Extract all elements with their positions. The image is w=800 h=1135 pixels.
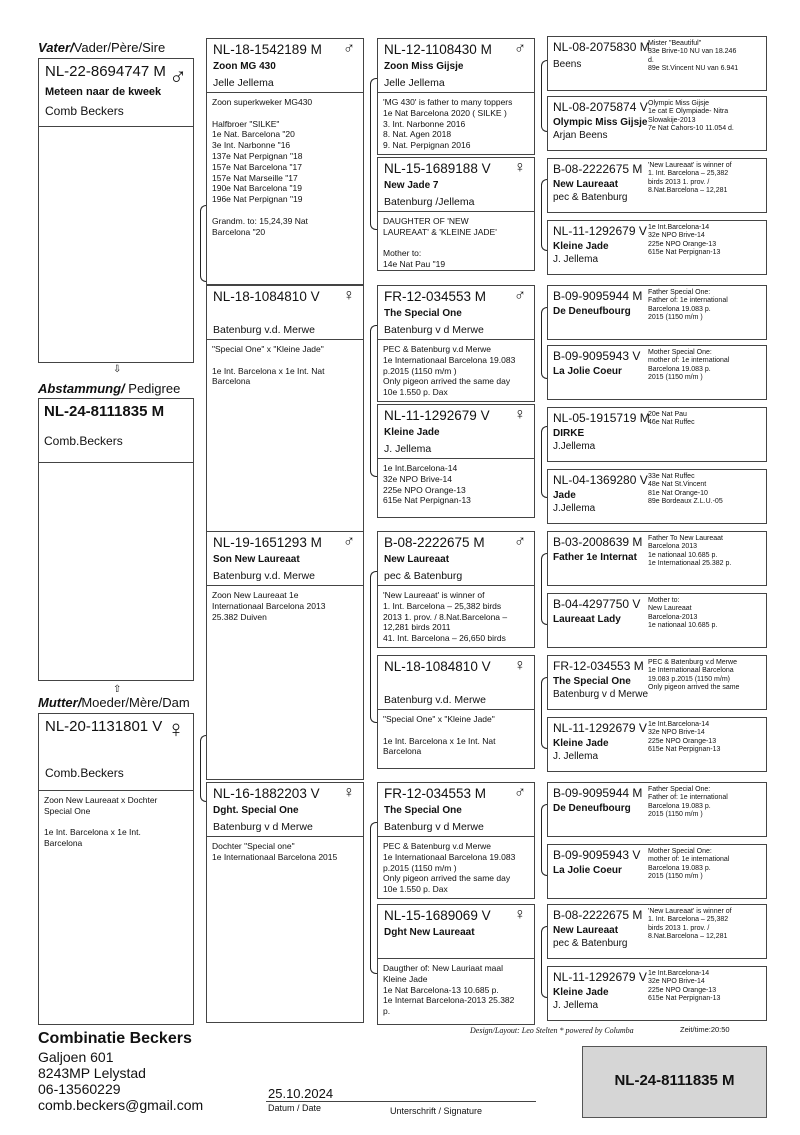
- pigeon-name: Kleine Jade: [384, 427, 440, 438]
- pigeon-name: Jade: [553, 490, 576, 501]
- date-value: 25.10.2024: [268, 1086, 334, 1101]
- pedigree-label: Abstammung/ Pedigree: [38, 381, 181, 396]
- gen4-info: [548, 37, 650, 70]
- pigeon-description: 1e Int.Barcelona-14 32e NPO Brive-14 225e NPO Orange-13 615e Nat Perpignan-13: [648, 224, 721, 257]
- signature-line: [266, 1101, 536, 1102]
- subject-box[interactable]: [38, 398, 194, 681]
- gen4-pigeon-box[interactable]: [547, 285, 767, 340]
- female-icon: ♀: [514, 406, 526, 423]
- pigeon-ring: NL-16-1882203 V: [213, 786, 320, 801]
- pigeon-description: Zoon superkweker MG430 Halfbroer "SILKE" 1e Nat. Barcelona "20 3e Int. Narbonne "16 137e Nat Perpignan "18 157e Nat Barcelona "17 157e Nat Marseille "17 190e Nat Barcelona "19 196e Nat Perpignan "19 Grandm. to: 15,24,39 Nat Barcelona "20: [212, 97, 313, 237]
- breeder-email[interactable]: comb.beckers@gmail.com: [38, 1097, 204, 1113]
- pigeon-description: PEC & Batenburg v.d Merwe 1e Internationaal Barcelona 19.083 p.2015 (1150 m/m ) Only pigeon arrived the same day 10e 1.550 p. Dax: [383, 841, 516, 895]
- pigeon-ring: NL-19-1651293 M: [213, 535, 322, 550]
- pigeon-owner: J.Jellema: [553, 503, 596, 514]
- female-icon: ♀: [514, 906, 526, 923]
- pigeon-owner: Batenburg v d Merwe: [384, 821, 484, 833]
- dam-ring: NL-20-1131801 V: [45, 718, 163, 735]
- gen4-pigeon-box[interactable]: [547, 469, 767, 524]
- pigeon-name: The Special One: [553, 676, 631, 687]
- pigeon-name: New Laureaat: [553, 179, 619, 190]
- gen4-info: [548, 286, 646, 319]
- print-time: Zeit/time:20:50: [680, 1025, 730, 1034]
- gen3-pigeon-box[interactable]: [377, 285, 535, 402]
- gen4-info: [548, 718, 646, 762]
- subject-owner: Comb.Beckers: [44, 434, 123, 448]
- pigeon-ring: B-09-9095944 M: [553, 786, 643, 800]
- male-icon: ♂: [514, 40, 526, 57]
- pigeon-name: Dght New Laureaat: [384, 927, 475, 938]
- pigeon-description: "Special One" x "Kleine Jade" 1e Int. Barcelona x 1e Int. Nat Barcelona: [383, 714, 496, 757]
- pigeon-description: Mother to: New Laureaat Barcelona-2013 1e nationaal 10.685 p.: [648, 597, 718, 630]
- pigeon-owner: pec & Batenburg: [553, 192, 628, 203]
- gen4-pigeon-box[interactable]: [547, 36, 767, 91]
- dam-description: Zoon New Laureaat x Dochter Special One 1e Int. Barcelona x 1e Int. Barcelona: [44, 795, 158, 849]
- gen4-pigeon-box[interactable]: [547, 407, 767, 462]
- female-icon: ♀: [343, 784, 355, 801]
- pigeon-owner: Batenburg v d Merwe: [553, 689, 649, 700]
- gen3-pigeon-box[interactable]: [377, 782, 535, 899]
- pigeon-name: Kleine Jade: [553, 241, 609, 252]
- gen4-pigeon-box[interactable]: [547, 593, 767, 648]
- female-icon: ♀: [343, 287, 355, 304]
- pigeon-owner: [548, 625, 646, 627]
- pigeon-owner: [548, 563, 646, 565]
- pigeon-description: 33e Nat Ruffec 48e Nat St.Vincent 81e Nat Orange-10 89e Bordeaux Z.L.U.-05: [648, 473, 723, 506]
- pigeon-owner: Batenburg v.d. Merwe: [213, 324, 315, 336]
- pigeon-description: Dochter "Special one" 1e Internationaal Barcelona 2015: [212, 841, 338, 862]
- connector-bracket: [370, 822, 377, 974]
- gen4-info: [548, 845, 646, 878]
- pigeon-name: La Jolie Coeur: [553, 366, 622, 377]
- gen4-pigeon-box[interactable]: [547, 717, 767, 772]
- sire-label: Vater/Vader/Père/Sire: [38, 40, 166, 55]
- pigeon-owner: J. Jellema: [553, 1000, 599, 1011]
- pigeon-description: PEC & Batenburg v.d Merwe 1e Internationaal Barcelona 19.083 p.2015 (1150 m/m ) Only pigeon arrived the same day 10e 1.550 p. Dax: [383, 344, 516, 398]
- pigeon-owner: Batenburg v.d. Merwe: [213, 570, 315, 582]
- pigeon-owner: [378, 942, 534, 958]
- gen4-info: [548, 656, 649, 700]
- sire-owner: Comb Beckers: [45, 104, 124, 118]
- pigeon-ring: B-08-2222675 M: [384, 535, 485, 550]
- pigeon-name: Zoon MG 430: [213, 61, 276, 72]
- gen3-pigeon-box[interactable]: [377, 904, 535, 1025]
- pigeon-ring: FR-12-034553 M: [384, 786, 487, 801]
- gen4-pigeon-box[interactable]: [547, 158, 767, 213]
- arrow-up-icon: ⇧: [113, 684, 122, 695]
- gen4-pigeon-box[interactable]: [547, 345, 767, 400]
- gen2-pigeon-box[interactable]: [206, 782, 364, 1023]
- gen4-info: [548, 967, 646, 1011]
- pigeon-owner: Beens: [553, 59, 582, 70]
- pigeon-owner: J. Jellema: [553, 751, 599, 762]
- gen3-pigeon-box[interactable]: [377, 38, 535, 155]
- pigeon-description: 20e Nat Pau 46e Nat Ruffec: [648, 411, 695, 427]
- pigeon-ring: NL-11-1292679 V: [553, 970, 647, 984]
- pigeon-name: Olympic Miss Gijsje: [553, 117, 648, 128]
- pigeon-name: De Deneufbourg: [553, 306, 631, 317]
- gen4-pigeon-box[interactable]: [547, 96, 767, 151]
- pigeon-owner: [548, 814, 646, 816]
- pigeon-name: New Jade 7: [384, 180, 439, 191]
- male-icon: ♂: [514, 784, 526, 801]
- male-icon: ♂: [514, 533, 526, 550]
- signature-label: Unterschrift / Signature: [390, 1106, 483, 1116]
- gen4-pigeon-box[interactable]: [547, 782, 767, 837]
- pigeon-ring: B-09-9095943 V: [553, 349, 641, 363]
- pigeon-name: DIRKE: [553, 428, 585, 439]
- pigeon-owner: [548, 876, 646, 878]
- pigeon-owner: Jelle Jellema: [213, 77, 274, 89]
- connector-bracket: [370, 571, 377, 723]
- connector-bracket: [370, 325, 377, 477]
- pigeon-name: The Special One: [384, 805, 462, 816]
- pigeon-name: De Deneufbourg: [553, 803, 631, 814]
- pigeon-name: Father 1e Internat: [553, 552, 637, 563]
- gen2-pigeon-box[interactable]: [206, 285, 364, 532]
- ring-stamp-box: [582, 1046, 767, 1118]
- pigeon-description: 'MG 430' is father to many toppers 1e Nat Barcelona 2020 ( SILKE ) 3. Int. Narbonne 2016 8. Nat. Agen 2018 9. Nat. Perpignan 2016: [383, 97, 513, 151]
- pigeon-owner: J.Jellema: [553, 441, 596, 452]
- pigeon-name: The Special One: [384, 308, 462, 319]
- pigeon-ring: B-08-2222675 M: [553, 908, 643, 922]
- pigeon-description: 'New Laureaat' is winner of 1. Int. Barcelona – 25,382 birds 2013 1. prov. / 8.Nat.Barcelona – 12,281 birds 2011 41. Int. Barcelona – 26,650 birds: [383, 590, 508, 644]
- pigeon-name: Zoon Miss Gijsje: [384, 61, 464, 72]
- subject-ring: NL-24-8111835 M: [44, 403, 165, 420]
- gen4-info: [548, 159, 646, 203]
- pigeon-ring: FR-12-034553 M: [553, 659, 644, 673]
- stamp-ring: NL-24-8111835 M: [614, 1072, 735, 1089]
- gen4-pigeon-box[interactable]: [547, 844, 767, 899]
- sire-name: Meteen naar de kweek: [45, 86, 162, 98]
- dam-label: Mutter/Moeder/Mère/Dam: [38, 695, 190, 710]
- pigeon-owner: Batenburg /Jellema: [384, 196, 475, 208]
- gen4-info: [548, 905, 646, 949]
- sire-ring: NL-22-8694747 M: [45, 63, 166, 80]
- male-icon: ♂: [514, 287, 526, 304]
- pigeon-ring: NL-15-1689188 V: [384, 161, 491, 176]
- pigeon-description: 1e Int.Barcelona-14 32e NPO Brive-14 225e NPO Orange-13 615e Nat Perpignan-13: [648, 721, 721, 754]
- pigeon-ring: NL-08-2075874 V: [553, 100, 648, 114]
- pigeon-name: Son New Laureaat: [213, 554, 300, 565]
- pigeon-name: Laureaat Lady: [553, 614, 621, 625]
- male-icon: ♂: [169, 63, 187, 90]
- gen4-info: [548, 594, 646, 627]
- pigeon-ring: B-04-4297750 V: [553, 597, 641, 611]
- dam-owner: Comb.Beckers: [45, 766, 124, 780]
- pigeon-description: Daugther of: New Lauriaat maal Kleine Jade 1e Nat Barcelona-13 10.685 p. 1e Internat Barcelona-2013 25.382 p.: [383, 963, 515, 1017]
- pigeon-ring: B-08-2222675 M: [553, 162, 643, 176]
- pigeon-ring: NL-15-1689069 V: [384, 908, 491, 923]
- breeder-name: Combinatie Beckers: [38, 1030, 192, 1047]
- pigeon-description: 'New Laureaat' is winner of 1. Int. Barcelona – 25,382 birds 2013 1. prov. / 8.Nat.Barcelona – 12,281: [648, 162, 732, 195]
- pigeon-description: Father To New Laureaat Barcelona 2013 1e nationaal 10.685 p. 1e Internationaal 25.382 p.: [648, 535, 732, 568]
- pigeon-ring: NL-11-1292679 V: [384, 408, 490, 423]
- pigeon-ring: NL-12-1108430 M: [384, 42, 492, 57]
- gen2-pigeon-box[interactable]: [206, 38, 364, 285]
- pigeon-ring: NL-18-1084810 V: [384, 659, 491, 674]
- gen4-info: [548, 346, 646, 379]
- pigeon-owner: Jelle Jellema: [384, 77, 445, 89]
- pigeon-ring: NL-18-1542189 M: [213, 42, 322, 57]
- gen4-info: [548, 408, 650, 452]
- pigeon-description: Mister "Beautiful" 33e Brive-10 NU van 18.246 d. 89e St.Vincent NU van 6.941: [648, 40, 739, 73]
- pigeon-description: Father Special One: Father of: 1e international Barcelona 19.083 p. 2015 (1150 m/m ): [648, 289, 728, 322]
- pigeon-ring: B-03-2008639 M: [553, 535, 643, 549]
- gen4-pigeon-box[interactable]: [547, 531, 767, 586]
- arrow-down-icon: ⇩: [113, 364, 122, 375]
- pigeon-description: Olympic Miss Gijsje 1e cat E Olympiade- Nitra Slowakije-2013 7e Nat Cahors-10 11.054 d.: [648, 100, 734, 133]
- pigeon-name: [207, 307, 363, 323]
- pigeon-owner: Batenburg v d Merwe: [384, 324, 484, 336]
- connector-bracket: [370, 78, 377, 230]
- pigeon-ring: B-09-9095943 V: [553, 848, 641, 862]
- pigeon-owner: [548, 317, 646, 319]
- female-icon: ♀: [514, 159, 526, 176]
- gen3-pigeon-box[interactable]: [377, 404, 535, 518]
- dam-box[interactable]: [38, 713, 194, 1025]
- pigeon-owner: Batenburg v d Merwe: [213, 821, 313, 833]
- breeder-address-line1: Galjoen 601: [38, 1049, 114, 1065]
- pigeon-description: Zoon New Laureaat 1e Internationaal Barcelona 2013 25.382 Duiven: [212, 590, 326, 622]
- pigeon-owner: J. Jellema: [553, 254, 599, 265]
- design-credit: Design/Layout: Leo Stelten * powered by Columba: [470, 1026, 634, 1035]
- pigeon-description: 1e Int.Barcelona-14 32e NPO Brive-14 225e NPO Orange-13 615e Nat Perpignan-13: [648, 970, 721, 1003]
- date-label: Datum / Date: [268, 1103, 322, 1113]
- pigeon-owner: pec & Batenburg: [384, 570, 463, 582]
- breeder-address-line2: 8243MP Lelystad: [38, 1065, 146, 1081]
- pigeon-ring: NL-11-1292679 V: [553, 721, 647, 735]
- female-icon: ♀: [167, 716, 185, 743]
- gen3-pigeon-box[interactable]: [377, 531, 535, 648]
- gen4-info: [548, 221, 646, 265]
- pigeon-name: Kleine Jade: [553, 738, 609, 749]
- pigeon-description: Mother Special One: mother of: 1e international Barcelona 19.083 p. 2015 (1150 m/m ): [648, 848, 730, 881]
- pigeon-name: Kleine Jade: [553, 987, 609, 998]
- pigeon-ring: NL-08-2075830 M: [553, 40, 650, 54]
- gen3-pigeon-box[interactable]: [377, 157, 535, 271]
- pigeon-ring: FR-12-034553 M: [384, 289, 487, 304]
- pigeon-ring: NL-11-1292679 V: [553, 224, 647, 238]
- female-icon: ♀: [514, 657, 526, 674]
- pigeon-description: Mother Special One: mother of: 1e international Barcelona 19.083 p. 2015 (1150 m/m ): [648, 349, 730, 382]
- pigeon-owner: J. Jellema: [384, 443, 432, 455]
- sire-box[interactable]: [38, 58, 194, 363]
- pigeon-description: 'New Laureaat' is winner of 1. Int. Barcelona – 25,382 birds 2013 1. prov. / 8.Nat.Barcelona – 12,281: [648, 908, 732, 941]
- gen4-pigeon-box[interactable]: [547, 655, 767, 710]
- pigeon-owner: [548, 377, 646, 379]
- male-icon: ♂: [343, 40, 355, 57]
- pigeon-name: [378, 677, 534, 693]
- pigeon-owner: Arjan Beens: [553, 130, 608, 141]
- gen4-pigeon-box[interactable]: [547, 904, 767, 959]
- gen4-info: [548, 532, 646, 565]
- pigeon-ring: NL-04-1369280 V: [553, 473, 648, 487]
- gen2-pigeon-box[interactable]: [206, 531, 364, 780]
- gen4-pigeon-box[interactable]: [547, 220, 767, 275]
- pigeon-name: New Laureaat: [553, 925, 619, 936]
- pigeon-owner: Batenburg v.d. Merwe: [384, 694, 486, 706]
- pigeon-description: 1e Int.Barcelona-14 32e NPO Brive-14 225e NPO Orange-13 615e Nat Perpignan-13: [383, 463, 471, 506]
- male-icon: ♂: [343, 533, 355, 550]
- pigeon-name: Dght. Special One: [213, 805, 299, 816]
- gen4-info: [548, 97, 646, 141]
- pigeon-description: PEC & Batenburg v.d Merwe 1e Internationaal Barcelona 19.083 p.2015 (1150 m/m) Only pigeon arrived the same: [648, 659, 740, 692]
- pigeon-description: "Special One" x "Kleine Jade" 1e Int. Barcelona x 1e Int. Nat Barcelona: [212, 344, 325, 387]
- breeder-phone: 06-13560229: [38, 1081, 121, 1097]
- gen4-info: [548, 783, 646, 816]
- pigeon-ring: NL-05-1915719 M: [553, 411, 650, 425]
- pigeon-description: Father Special One: Father of: 1e international Barcelona 19.083 p. 2015 (1150 m/m ): [648, 786, 728, 819]
- pigeon-owner: pec & Batenburg: [553, 938, 628, 949]
- gen4-pigeon-box[interactable]: [547, 966, 767, 1021]
- gen4-info: [548, 470, 646, 514]
- pigeon-name: New Laureaat: [384, 554, 450, 565]
- pigeon-ring: NL-18-1084810 V: [213, 289, 320, 304]
- gen3-pigeon-box[interactable]: [377, 655, 535, 769]
- pigeon-name: La Jolie Coeur: [553, 865, 622, 876]
- pigeon-ring: B-09-9095944 M: [553, 289, 643, 303]
- pigeon-description: DAUGHTER OF 'NEW LAUREAAT' & 'KLEINE JADE' Mother to: 14e Nat Pau "19: [383, 216, 497, 270]
